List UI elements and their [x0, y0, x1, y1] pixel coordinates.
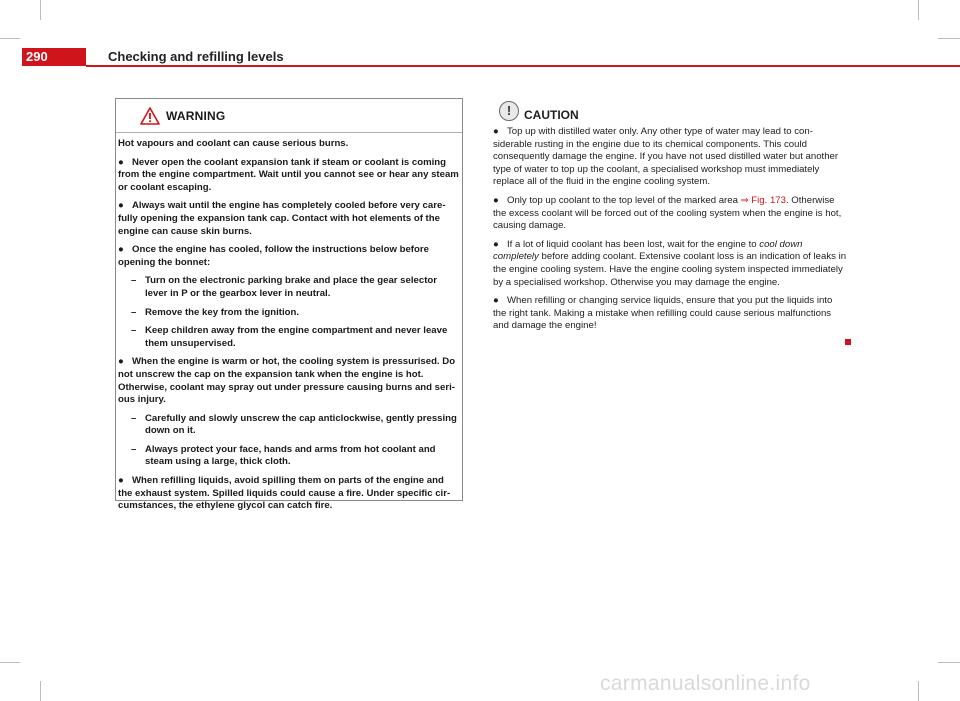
list-item: ● When the engine is warm or hot, the cooling system is pressurised. Do not unscrew the cap on the expansion tank when the engine is hot. Otherwise, coolant may spray out under pressure causing burns and serious injury. — [118, 356, 456, 406]
bullet-icon: ● — [493, 295, 499, 307]
list-item: ● When refilling or changing service liquids, ensure that you put the liquids into the right tank. Making a mistake when refilling could cause serious malfunctions and damage the engine! — [493, 295, 833, 332]
crop-mark — [918, 0, 919, 20]
header-rule — [86, 65, 960, 67]
bullet-icon: ● — [118, 244, 124, 256]
list-item: ● Never open the coolant expansion tank if steam or coolant is coming from the engine compartment. Wait until you cannot see or hear any steam or coolant escaping. — [118, 156, 459, 193]
sub-list-item: – Keep children away from the engine compartment and never leave them unsupervised. — [131, 325, 448, 349]
bullet-icon: ● — [118, 356, 124, 368]
list-item: ● When refilling liquids, avoid spilling them on parts of the engine and the exhaust system. Spilled liquids could cause a fire. Under specific circumstances, the ethylene glycol can catch fire. — [118, 475, 451, 512]
page-number: 290 — [26, 49, 48, 64]
bullet-icon: ● — [493, 126, 499, 137]
caution-exclamation-icon: ! — [499, 101, 519, 121]
bullet-icon: ● — [118, 475, 124, 487]
crop-mark — [918, 681, 919, 701]
warning-body — [116, 133, 462, 513]
bullet-icon: ● — [493, 194, 499, 206]
sub-list-item: – Turn on the electronic parking brake and place the gear selector lever in P or the gearbox lever in neutral. — [131, 275, 437, 299]
list-item: ● If a lot of liquid coolant has been lost, wait for the engine to cool down completely before adding coolant. Extensive coolant loss is an indication of leaks in the engine cooling system. Have the engine cooling system inspected immediately by a specialised workshop. Otherwise you may damage the engine. — [493, 238, 847, 288]
crop-mark — [938, 38, 960, 39]
dash-icon: – — [131, 443, 137, 455]
section-end-marker — [845, 339, 851, 345]
watermark: carmanualsonline.info — [600, 672, 811, 695]
crop-mark — [0, 38, 20, 39]
bullet-icon: ● — [118, 200, 124, 212]
dash-icon: – — [131, 325, 137, 337]
crop-mark — [938, 662, 960, 663]
warning-intro: Hot vapours and coolant can cause serious burns. — [118, 138, 349, 149]
caution-section — [493, 101, 848, 339]
warning-box — [115, 98, 463, 512]
crop-mark — [0, 662, 20, 663]
list-item: ● Top up with distilled water only. Any other type of water may lead to considerable rusting in the engine due to its chemical components. This could consequently damage the engine. If you have not used distilled water but another type of water to top up the coolant, a specialised workshop must immediately replace all of the fluid in the engine cooling system. — [493, 126, 839, 188]
sub-list-item: – Remove the key from the ignition. — [131, 306, 300, 318]
dash-icon: – — [131, 412, 137, 424]
emphasis-text: cool down completely — [493, 238, 803, 263]
caution-header — [493, 101, 848, 126]
sub-list-item: – Always protect your face, hands and arms from hot coolant and steam using a large, thick cloth. — [131, 443, 436, 468]
bullet-icon: ● — [118, 156, 124, 168]
dash-icon: – — [131, 275, 137, 287]
bullet-icon: ● — [493, 238, 499, 250]
crop-mark — [40, 0, 41, 20]
dash-icon: – — [131, 306, 137, 318]
warning-title: WARNING — [166, 109, 226, 123]
warning-header — [116, 99, 462, 133]
list-item: ● Always wait until the engine has completely cooled before very carefully opening the expansion tank cap. Contact with hot elements of the engine can cause skin burns. — [118, 200, 446, 237]
list-item: ● Only top up coolant to the top level of the marked area ⇒ Fig. 173. Otherwise the excess coolant will be forced out of the cooling system when the engine is hot, causing damage. — [493, 194, 842, 232]
crop-mark — [40, 681, 41, 701]
sub-list-item: – Carefully and slowly unscrew the cap anticlockwise, gently pressing down on it. — [131, 412, 457, 437]
list-item: ● Once the engine has cooled, follow the instructions below before opening the bonnet: — [118, 244, 429, 268]
page-title: Checking and refilling levels — [108, 49, 284, 64]
caution-title: CAUTION — [524, 108, 579, 122]
figure-reference-link[interactable]: ⇒ Fig. 173 — [740, 194, 786, 206]
warning-triangle-icon — [140, 107, 160, 125]
